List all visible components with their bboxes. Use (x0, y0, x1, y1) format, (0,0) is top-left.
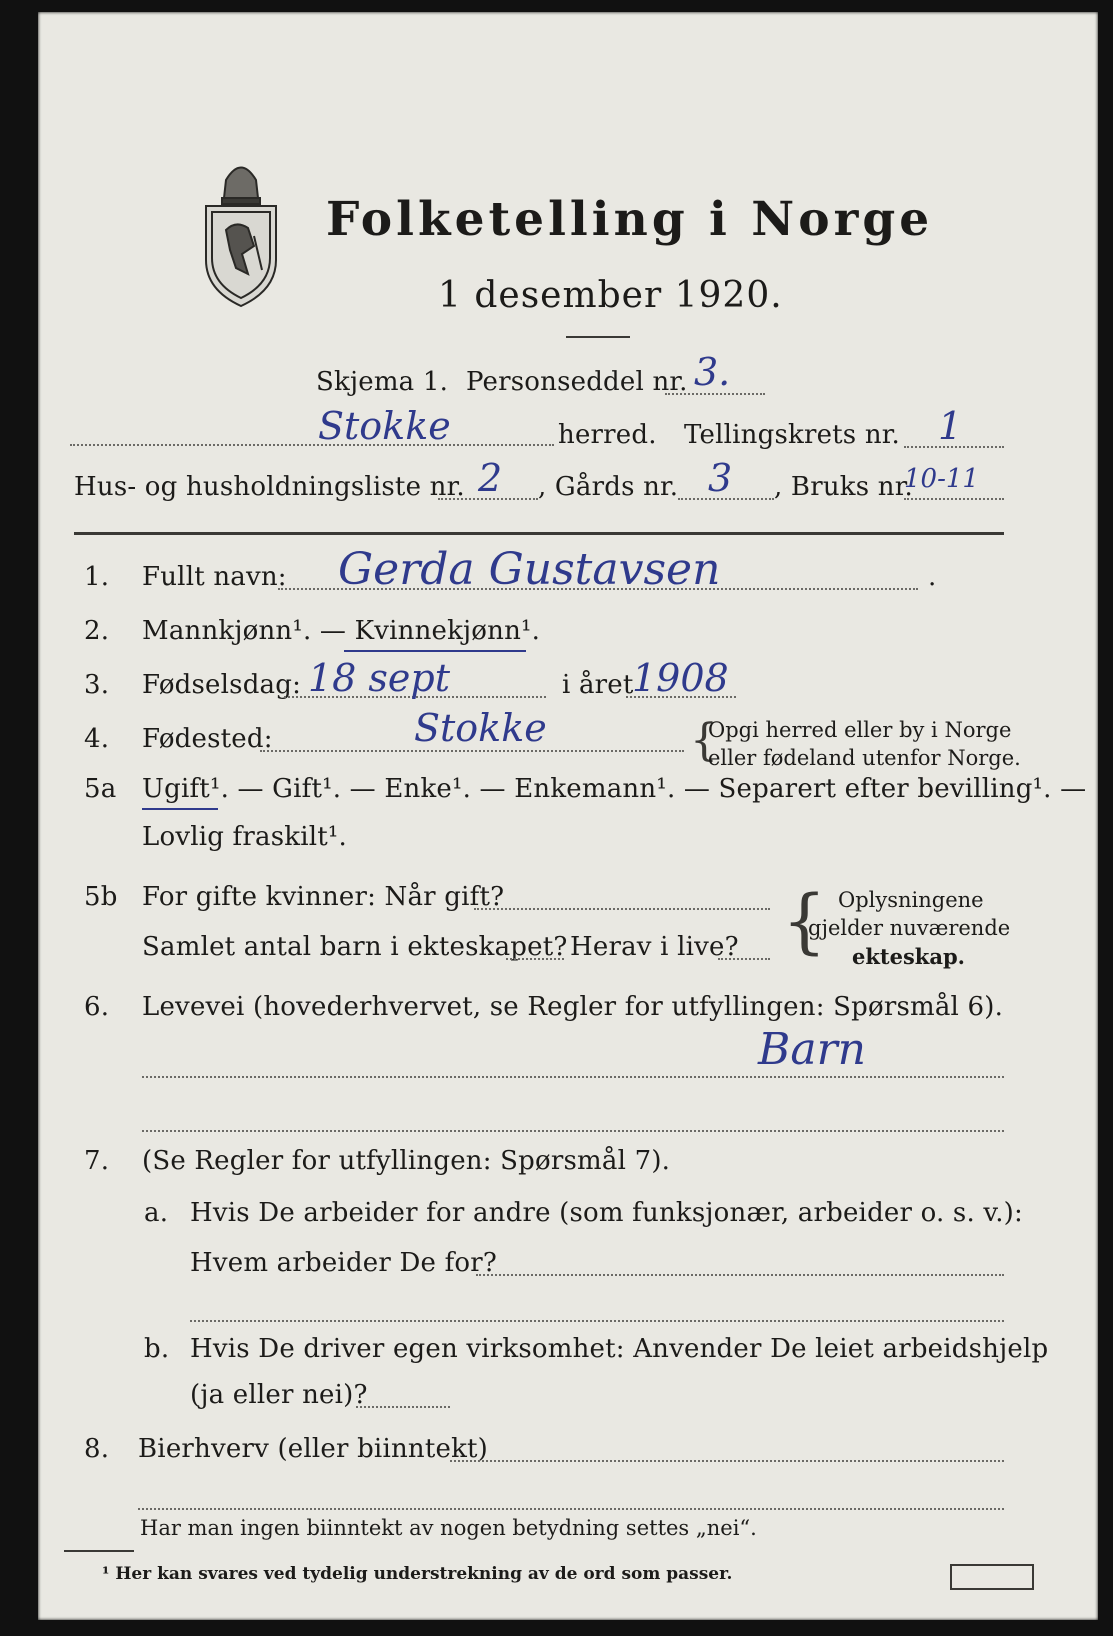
q6-number: 6. (84, 992, 110, 1022)
q7a-label-1: Hvis De arbeider for andre (som funksjonær, arbeider o. s. v.): (190, 1198, 1023, 1228)
q4-line (260, 750, 684, 752)
q5a-label-2: Lovlig fraskilt¹. (142, 822, 347, 852)
q5b-children-line (506, 958, 564, 960)
ugift-underline (142, 808, 218, 810)
q5b-label-1: For gifte kvinner: Når gift? (142, 882, 505, 912)
q8-line-1 (450, 1460, 1004, 1462)
form-title: Folketelling i Norge (326, 192, 934, 247)
q5b-married-line (474, 908, 770, 910)
occupation-value[interactable]: Barn (758, 1024, 866, 1075)
q8-line-2 (138, 1508, 1004, 1510)
footnote-rule (64, 1550, 134, 1552)
birthplace-value[interactable]: Stokke (414, 706, 547, 750)
bruks-line (904, 498, 1004, 500)
q5b-note-1: Oplysningene (838, 888, 984, 912)
q7-label: (Se Regler for utfyllingen: Spørsmål 7). (142, 1146, 671, 1176)
bruks-value[interactable]: 10-11 (904, 464, 979, 494)
q5b-alive-line (718, 958, 770, 960)
q7a-number: a. (144, 1198, 169, 1228)
husliste-label: Hus- og husholdningsliste nr. (74, 472, 465, 502)
q6-label: Levevei (hovederhvervet, se Regler for utfyllingen: Spørsmål 6). (142, 992, 1004, 1022)
q2-label: Mannkjønn¹. — Kvinnekjønn¹. (142, 616, 541, 646)
q3-number: 3. (84, 670, 110, 700)
q5b-label-2: Samlet antal barn i ekteskapet? (142, 932, 568, 962)
gards-label: , Gårds nr. (538, 472, 679, 502)
q1-label: Fullt navn: (142, 562, 287, 592)
q5a-number: 5a (84, 774, 117, 804)
birthdate-value[interactable]: 18 sept (308, 656, 451, 700)
q7a-line-1 (476, 1274, 1004, 1276)
q5a-label: Ugift¹. — Gift¹. — Enke¹. — Enkemann¹. — Separert efter bevilling¹. — (142, 774, 1087, 804)
q5b-note-2: gjelder nuværende (808, 916, 1011, 940)
title-divider (566, 336, 630, 338)
full-name-value[interactable]: Gerda Gustavsen (338, 544, 721, 595)
q8-label: Bierhverv (eller biinntekt) (138, 1434, 489, 1464)
herred-label: herred. (558, 420, 657, 450)
q5b-note-3: ekteskap. (852, 944, 965, 969)
personseddel-value[interactable]: 3. (694, 350, 731, 394)
q6-line-2 (142, 1130, 1004, 1132)
q7a-line-2 (190, 1320, 1004, 1322)
bruks-label: , Bruks nr. (774, 472, 913, 502)
printer-stamp (950, 1564, 1034, 1590)
q5b-number: 5b (84, 882, 118, 912)
q8-number: 8. (84, 1434, 110, 1464)
herred-value[interactable]: Stokke (318, 404, 451, 448)
census-date: 1 desember 1920. (438, 275, 783, 316)
q5b-brace: { (782, 880, 827, 962)
husliste-value[interactable]: 2 (478, 456, 503, 500)
q2-number: 2. (84, 616, 110, 646)
footnote: ¹ Her kan svares ved tydelig understrekning av de ord som passer. (102, 1564, 733, 1584)
q7a-label-2: Hvem arbeider De for? (190, 1248, 498, 1278)
q1-number: 1. (84, 562, 110, 592)
q4-number: 4. (84, 724, 110, 754)
gards-value[interactable]: 3 (708, 456, 733, 500)
q1-dot: . (928, 562, 937, 592)
census-form (38, 12, 1098, 1620)
q7b-number: b. (144, 1334, 170, 1364)
q7b-line (356, 1406, 450, 1408)
q6-line-1 (142, 1076, 1004, 1078)
tellingskrets-value[interactable]: 1 (938, 404, 963, 448)
birth-year-value[interactable]: 1908 (632, 656, 729, 700)
q3-label: Fødselsdag: (142, 670, 302, 700)
footer-note: Har man ingen biinntekt av nogen betydning settes „nei“. (140, 1516, 757, 1540)
q4-brace: { (690, 715, 718, 766)
q4-note-1: Opgi herred eller by i Norge (708, 718, 1012, 742)
coat-of-arms-icon (196, 150, 286, 310)
kvinnekjonn-underline (344, 650, 526, 652)
tellingskrets-label: Tellingskrets nr. (684, 420, 900, 450)
personseddel-label: Personseddel nr. (466, 367, 688, 397)
q7b-label-2: (ja eller nei)? (190, 1380, 368, 1410)
q7-number: 7. (84, 1146, 110, 1176)
q5b-label-3: Herav i live? (570, 932, 739, 962)
q7b-label-1: Hvis De driver egen virksomhet: Anvender De leiet arbeidshjelp (190, 1334, 1049, 1364)
header-rule (74, 532, 1004, 535)
herred-line (70, 444, 554, 446)
q4-note-2: eller fødeland utenfor Norge. (708, 746, 1021, 770)
q3-year-label: i året (562, 670, 634, 700)
skjema-label: Skjema 1. (316, 367, 449, 397)
q4-label: Fødested: (142, 724, 273, 754)
